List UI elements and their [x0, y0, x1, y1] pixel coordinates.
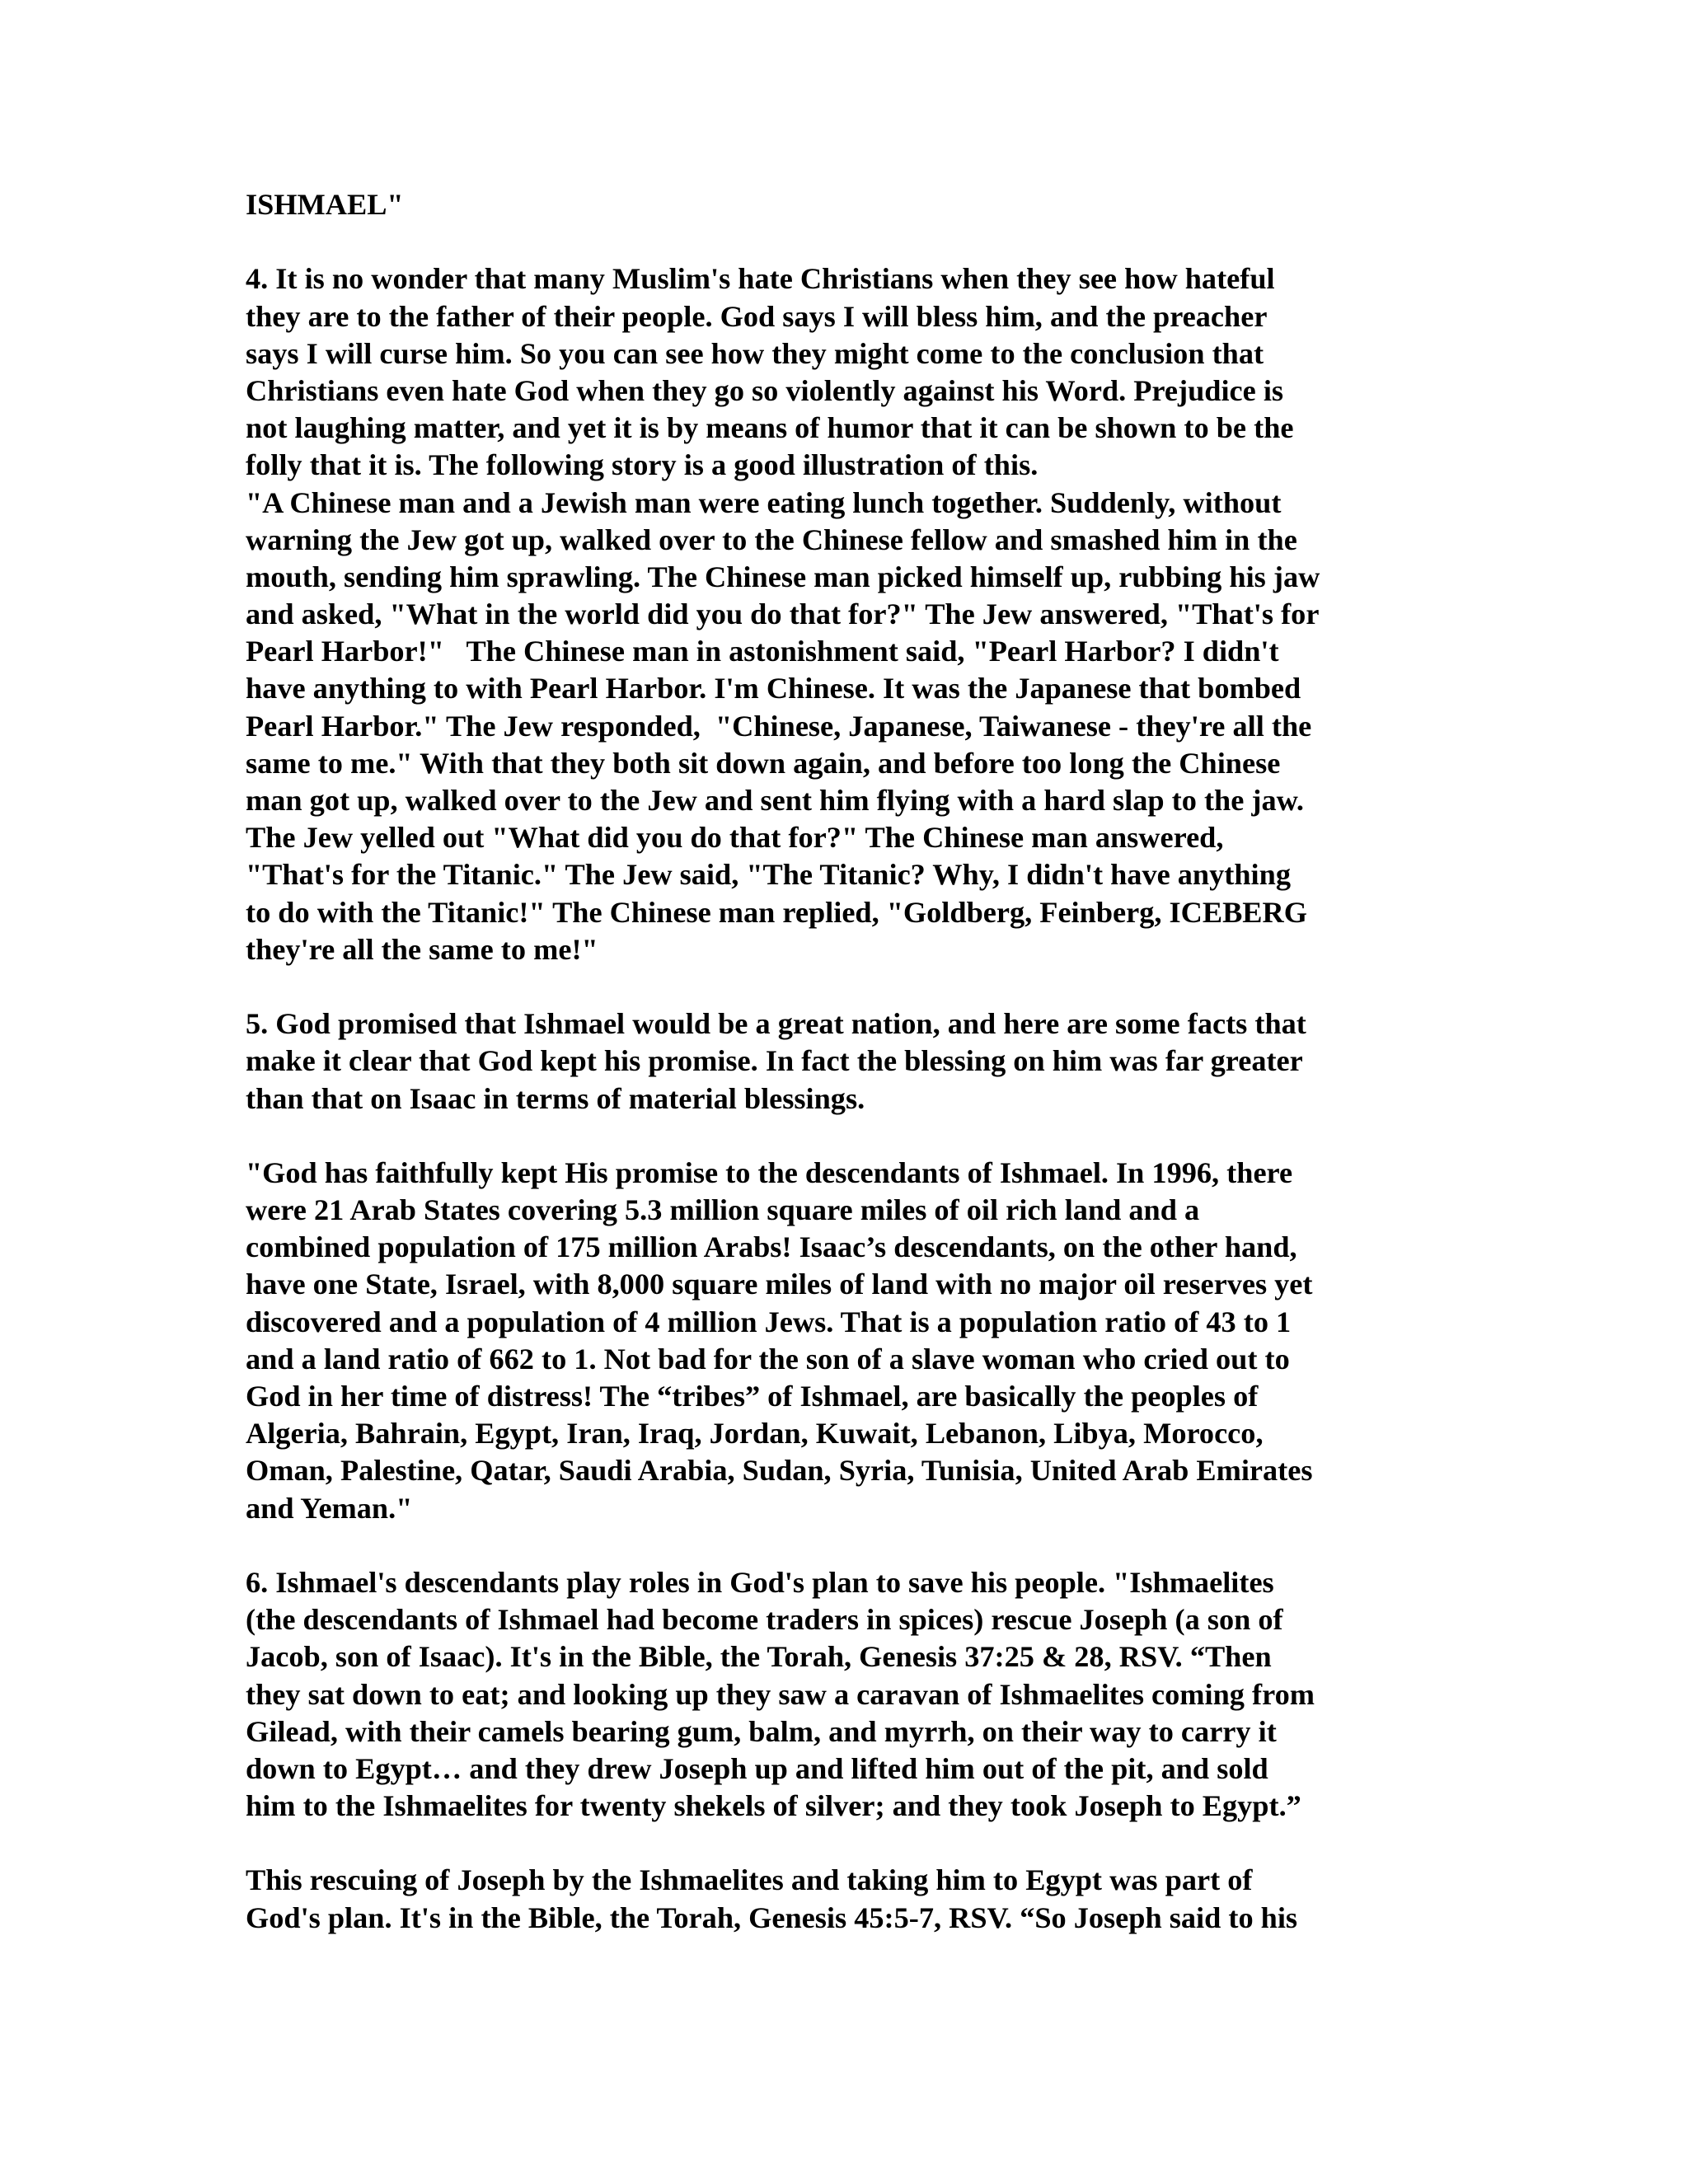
text-line: Gilead, with their camels bearing gum, balm, and myrrh, on their way to carry it: [246, 1714, 1277, 1748]
paragraph-spacer: [246, 1527, 1441, 1564]
text-line: and asked, "What in the world did you do that for?" The Jew answered, "That's for: [246, 598, 1320, 631]
text-line: 6. Ishmael's descendants play roles in God's plan to save his people. "Ishmaelites: [246, 1565, 1274, 1599]
text-line: discovered and a population of 4 million Jews. That is a population ratio of 43 to 1: [246, 1305, 1292, 1338]
text-line: him to the Ishmaelites for twenty shekels of silver; and they took Joseph to Egypt.”: [246, 1789, 1301, 1823]
paragraph-6: [246, 1564, 1441, 1825]
paragraph-spacer: [246, 968, 1441, 1005]
paragraph-5-quote: [246, 1155, 1441, 1527]
text-line: they're all the same to me!": [246, 932, 598, 966]
text-line: Oman, Palestine, Qatar, Saudi Arabia, Sudan, Syria, Tunisia, United Arab Emirates: [246, 1454, 1313, 1488]
text-line: folly that it is. The following story is a good illustration of this.: [246, 448, 1039, 482]
text-line: than that on Isaac in terms of material blessings.: [246, 1081, 865, 1115]
text-line: "That's for the Titanic." The Jew said, "The Titanic? Why, I didn't have anything: [246, 858, 1291, 892]
document-body: [246, 186, 1441, 1937]
text-line: have anything to with Pearl Harbor. I'm Chinese. It was the Japanese that bombed: [246, 672, 1301, 705]
text-line: combined population of 175 million Arabs! Isaac’s descendants, on the other hand,: [246, 1230, 1297, 1264]
text-line: "God has faithfully kept His promise to the descendants of Ishmael. In 1996, there: [246, 1155, 1293, 1189]
text-line: down to Egypt… and they drew Joseph up and lifted him out of the pit, and sold: [246, 1751, 1268, 1785]
text-line: mouth, sending him sprawling. The Chinese man picked himself up, rubbing his jaw: [246, 560, 1320, 593]
text-line: not laughing matter, and yet it is by means of humor that it can be shown to be the: [246, 411, 1294, 445]
paragraph-4: [246, 260, 1441, 968]
text-line: Jacob, son of Isaac). It's in the Bible, the Torah, Genesis 37:25 & 28, RSV. “Then: [246, 1640, 1272, 1674]
text-line: man got up, walked over to the Jew and sent him flying with a hard slap to the jaw.: [246, 784, 1304, 817]
text-line: Algeria, Bahrain, Egypt, Iran, Iraq, Jordan, Kuwait, Lebanon, Libya, Morocco,: [246, 1417, 1264, 1451]
text-line: says I will curse him. So you can see how they might come to the conclusion that: [246, 336, 1264, 370]
text-line: Pearl Harbor!" The Chinese man in astonishment said, "Pearl Harbor? I didn't: [246, 635, 1279, 668]
text-line: same to me." With that they both sit down again, and before too long the Chinese: [246, 746, 1281, 780]
text-line: they sat down to eat; and looking up they saw a caravan of Ishmaelites coming from: [246, 1677, 1315, 1711]
paragraph-spacer: [246, 223, 1441, 260]
text-line: to do with the Titanic!" The Chinese man replied, "Goldberg, Feinberg, ICEBERG: [246, 895, 1307, 929]
page-heading: ISHMAEL": [246, 188, 404, 221]
text-line: The Jew yelled out "What did you do that for?" The Chinese man answered,: [246, 821, 1224, 855]
paragraph-spacer: [246, 1825, 1441, 1862]
text-line: God's plan. It's in the Bible, the Torah, Genesis 45:5-7, RSV. “So Joseph said to his: [246, 1900, 1298, 1934]
text-line: they are to the father of their people. God says I will bless him, and the preacher: [246, 299, 1268, 333]
text-line: and Yeman.": [246, 1491, 413, 1525]
text-line: 5. God promised that Ishmael would be a great nation, and here are some facts that: [246, 1007, 1306, 1041]
text-line: "A Chinese man and a Jewish man were eating lunch together. Suddenly, without: [246, 485, 1282, 519]
paragraph-spacer: [246, 1118, 1441, 1155]
text-line: (the descendants of Ishmael had become traders in spices) rescue Joseph (a son of: [246, 1603, 1283, 1637]
text-line: warning the Jew got up, walked over to the Chinese fellow and smashed him in the: [246, 523, 1297, 556]
paragraph-7: [246, 1862, 1441, 1936]
text-line: and a land ratio of 662 to 1. Not bad for the son of a slave woman who cried out to: [246, 1342, 1290, 1376]
text-line: God in her time of distress! The “tribes” of Ishmael, are basically the peoples of: [246, 1380, 1259, 1413]
text-line: were 21 Arab States covering 5.3 million square miles of oil rich land and a: [246, 1193, 1200, 1227]
text-line: Christians even hate God when they go so violently against his Word. Prejudice is: [246, 373, 1284, 407]
text-line: make it clear that God kept his promise. In fact the blessing on him was far greater: [246, 1044, 1303, 1078]
text-line: have one State, Israel, with 8,000 square miles of land with no major oil reserves yet: [246, 1268, 1313, 1301]
text-line: Pearl Harbor." The Jew responded, "Chinese, Japanese, Taiwanese - they're all the: [246, 709, 1312, 743]
paragraph-5: [246, 1005, 1441, 1118]
text-line: 4. It is no wonder that many Muslim's hate Christians when they see how hateful: [246, 262, 1275, 296]
text-line: This rescuing of Joseph by the Ishmaelites and taking him to Egypt was part of: [246, 1863, 1253, 1897]
